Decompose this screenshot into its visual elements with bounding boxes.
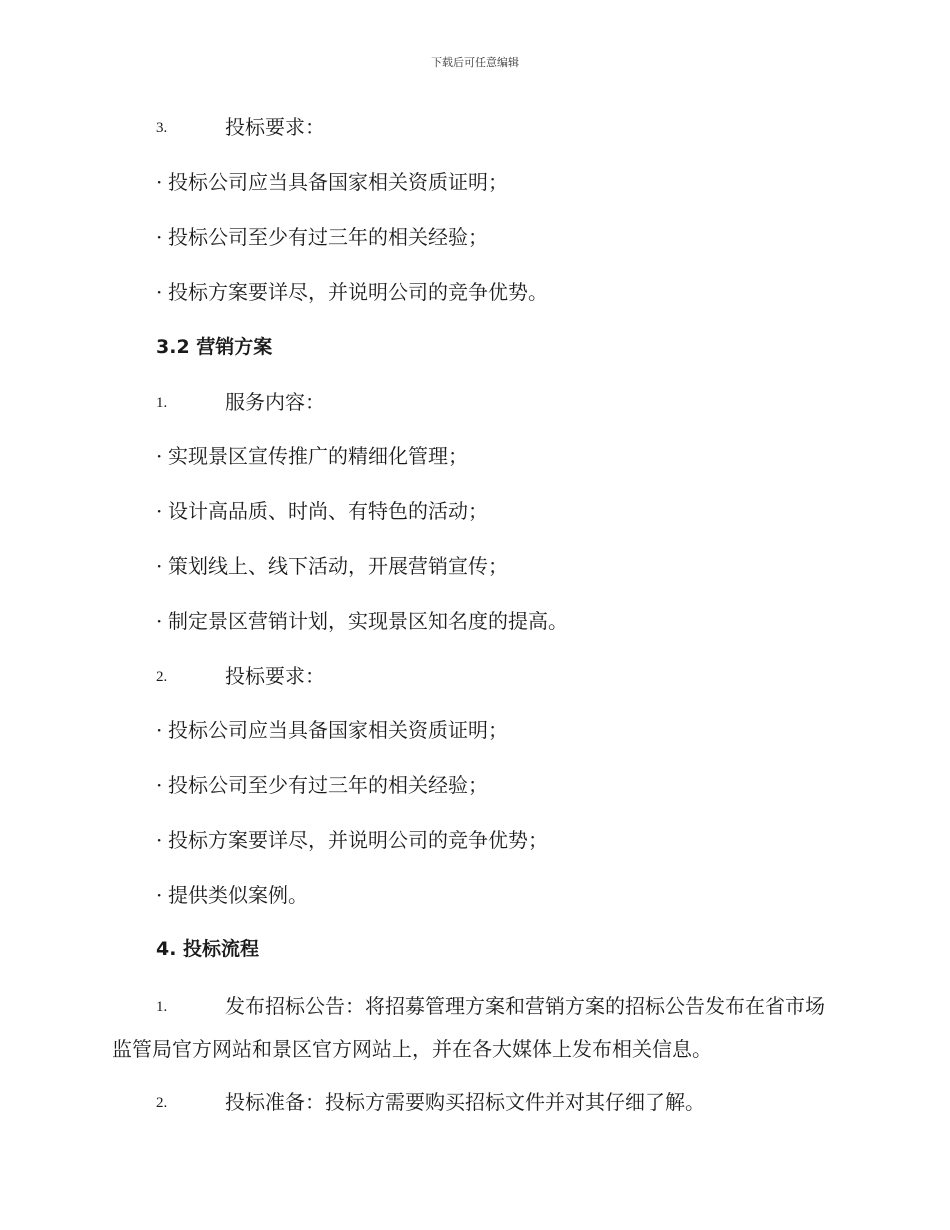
bullet-item xyxy=(156,168,508,196)
section-heading: 3.2 营销方案 xyxy=(156,336,273,358)
bullet-text: 投标方案要详尽，并说明公司的竞争优势； xyxy=(168,828,548,852)
item-label: 服务内容： xyxy=(225,390,325,414)
item-number: 2. xyxy=(156,1095,168,1111)
numbered-item xyxy=(156,113,325,142)
bullet-dot: · xyxy=(156,773,163,797)
bullet-dot: · xyxy=(156,883,163,907)
bullet-dot: · xyxy=(156,444,163,468)
bullet-item xyxy=(156,771,488,799)
page-header: 下载后可任意编辑 xyxy=(431,56,519,69)
process-paragraph xyxy=(112,985,837,1070)
bullet-text: 设计高品质、时尚、有特色的活动； xyxy=(168,499,488,523)
bullet-dot: · xyxy=(156,828,163,852)
bullet-item xyxy=(156,607,568,635)
numbered-item xyxy=(156,662,325,691)
bullet-dot: · xyxy=(156,225,163,249)
bullet-item xyxy=(156,497,488,525)
bullet-text: 策划线上、线下活动，开展营销宣传； xyxy=(168,554,508,578)
bullet-item xyxy=(156,716,508,744)
item-label: 投标要求： xyxy=(225,664,325,688)
item-number: 1. xyxy=(156,395,168,411)
bullet-text: 投标公司应当具备国家相关资质证明； xyxy=(168,718,508,742)
bullet-text: 制定景区营销计划，实现景区知名度的提高。 xyxy=(168,609,568,633)
bullet-item xyxy=(156,278,548,306)
item-number: 3. xyxy=(156,120,168,136)
section-heading: 4. 投标流程 xyxy=(156,938,260,960)
bullet-item xyxy=(156,826,548,854)
bullet-dot: · xyxy=(156,609,163,633)
bullet-dot: · xyxy=(156,554,163,578)
bullet-item xyxy=(156,552,508,580)
bullet-dot: · xyxy=(156,499,163,523)
numbered-item xyxy=(156,388,325,417)
bullet-dot: · xyxy=(156,280,163,304)
bullet-text: 投标公司应当具备国家相关资质证明； xyxy=(168,170,508,194)
bullet-item xyxy=(156,442,468,470)
item-number: 1. xyxy=(156,999,168,1015)
bullet-text: 提供类似案例。 xyxy=(168,883,308,907)
bullet-dot: · xyxy=(156,718,163,742)
bullet-item xyxy=(156,223,488,251)
paragraph-text: 投标准备：投标方需要购买招标文件并对其仔细了解。 xyxy=(225,1090,705,1114)
bullet-text: 实现景区宣传推广的精细化管理； xyxy=(168,444,468,468)
item-number: 2. xyxy=(156,669,168,685)
bullet-text: 投标公司至少有过三年的相关经验； xyxy=(168,225,488,249)
item-label: 投标要求： xyxy=(225,115,325,139)
paragraph-text: 发布招标公告：将招募管理方案和营销方案的招标公告发布在省市场监管局官方网站和景区官方网站上，并在各大媒体上发布相关信息。 xyxy=(112,994,825,1061)
process-paragraph xyxy=(112,1081,837,1124)
bullet-text: 投标方案要详尽，并说明公司的竞争优势。 xyxy=(168,280,548,304)
bullet-item xyxy=(156,881,308,909)
bullet-dot: · xyxy=(156,170,163,194)
bullet-text: 投标公司至少有过三年的相关经验； xyxy=(168,773,488,797)
